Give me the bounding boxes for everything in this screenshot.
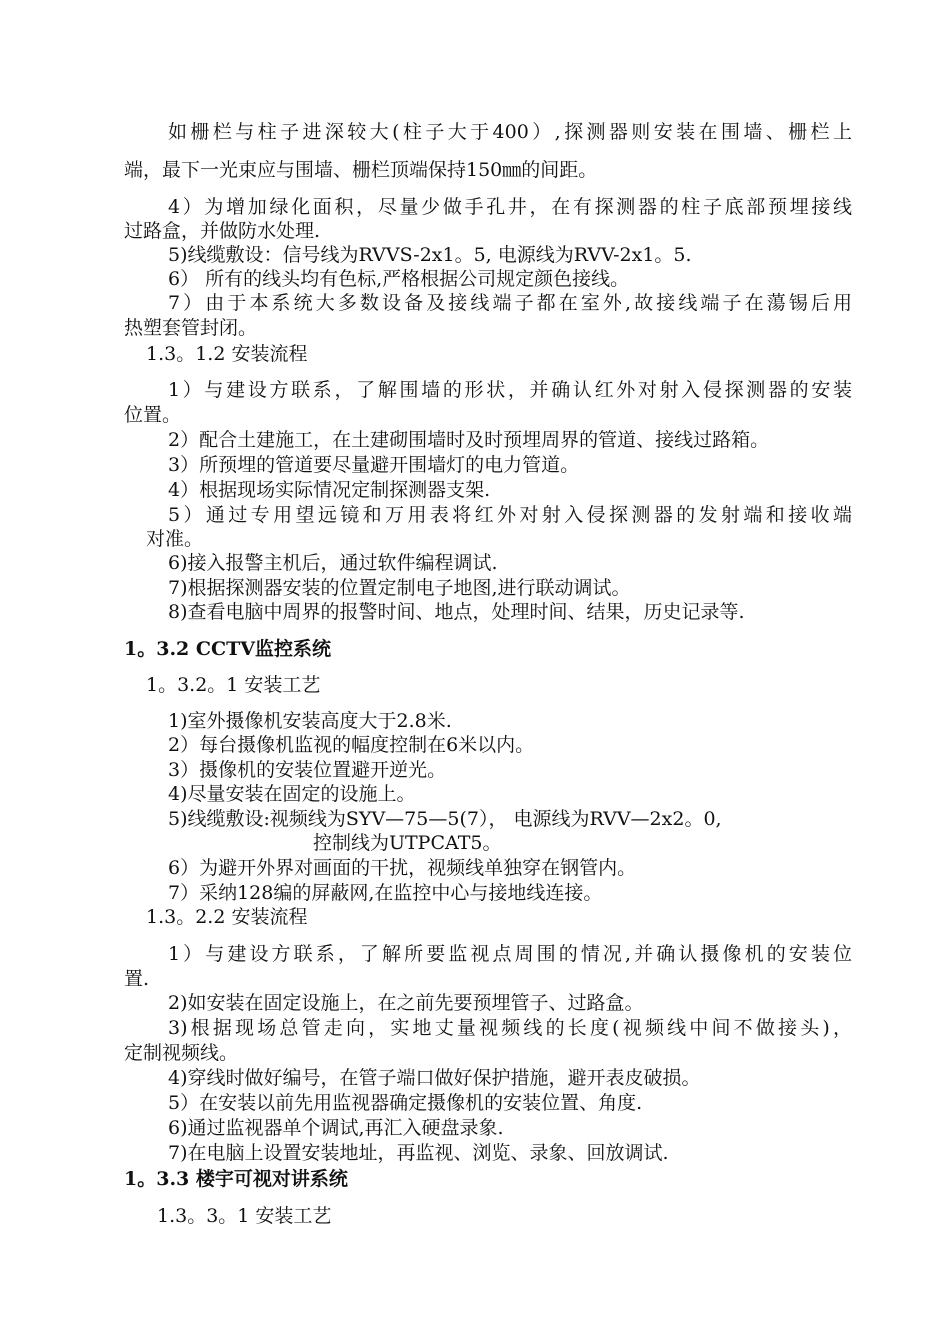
- paragraph-line: 过路盒，并做防水处理.: [124, 220, 321, 242]
- paragraph-line: 5）在安装以前先用监视器确定摄像机的安装位置、角度.: [168, 1092, 643, 1114]
- subsection-heading: 1.3。2.2 安装流程: [146, 906, 308, 928]
- paragraph-line: 4）根据现场实际情况定制探测器支架.: [168, 479, 491, 501]
- paragraph-line: 6)接入报警主机后，通过软件编程调试.: [168, 552, 498, 574]
- paragraph-line: 热塑套管封闭。: [124, 317, 258, 339]
- paragraph-line: 端，最下一光束应与围墙、栅栏顶端保持150㎜的间距。: [124, 159, 598, 181]
- section-heading: 1。3.2 CCTV监控系统: [124, 638, 332, 660]
- paragraph-line: 1）与建设方联系，了解所要监视点周围的情况,并确认摄像机的安装位: [168, 943, 852, 965]
- paragraph-line: 置.: [124, 968, 150, 990]
- paragraph-line: 控制线为UTPCAT5。: [313, 832, 502, 854]
- paragraph-line: 7)在电脑上设置安装地址，再监视、浏览、录象、回放调试.: [168, 1142, 669, 1164]
- paragraph-line: 7）采纳128编的屏蔽网,在监控中心与接地线连接。: [168, 882, 603, 904]
- paragraph-line: 2)如安装在固定设施上，在之前先要预埋管子、过路盒。: [168, 992, 644, 1014]
- paragraph-line: 如栅栏与柱子进深较大(柱子大于400）,探测器则安装在围墙、栅栏上: [168, 121, 852, 143]
- paragraph-line: 6)通过监视器单个调试,再汇入硬盘录象.: [168, 1117, 504, 1139]
- paragraph-line: 5)线缆敷设:视频线为SYV—75—5(7）， 电源线为RVV—2x2。0,: [168, 808, 722, 830]
- paragraph-line: 对准。: [146, 528, 204, 550]
- paragraph-line: 3）摄像机的安装位置避开逆光。: [168, 759, 447, 781]
- paragraph-line: 7）由于本系统大多数设备及接线端子都在室外,故接线端子在蕩锡后用: [168, 292, 852, 314]
- subsection-heading: 1.3。3。1 安装工艺: [157, 1205, 332, 1227]
- paragraph-line: 8)查看电脑中周界的报警时间、地点，处理时间、结果，历史记录等.: [168, 601, 745, 623]
- subsection-heading: 1。3.2。1 安装工艺: [146, 674, 321, 696]
- paragraph-line: 3）所预埋的管道要尽量避开围墙灯的电力管道。: [168, 454, 580, 476]
- section-heading: 1。3.3 楼宇可视对讲系统: [124, 1168, 348, 1190]
- paragraph-line: 6）为避开外界对画面的干扰，视频线单独穿在钢管内。: [168, 857, 637, 879]
- paragraph-line: 4）为增加绿化面积，尽量少做手孔井，在有探测器的柱子底部预埋接线: [168, 196, 852, 218]
- paragraph-line: 4)穿线时做好编号，在管子端口做好保护措施，避开表皮破损。: [168, 1067, 701, 1089]
- paragraph-line: 1）与建设方联系，了解围墙的形状，并确认红外对射入侵探测器的安装: [168, 379, 852, 401]
- paragraph-line: 3)根据现场总管走向，实地丈量视频线的长度(视频线中间不做接头)，: [168, 1017, 852, 1039]
- paragraph-line: 5）通过专用望远镜和万用表将红外对射入侵探测器的发射端和接收端: [168, 504, 852, 526]
- paragraph-line: 2）每台摄像机监视的幅度控制在6米以内。: [168, 734, 535, 756]
- subsection-heading: 1.3。1.2 安装流程: [146, 343, 308, 365]
- paragraph-line: 1)室外摄像机安装高度大于2.8米.: [168, 710, 452, 732]
- paragraph-line: 4)尽量安装在固定的设施上。: [168, 783, 416, 805]
- paragraph-line: 6） 所有的线头均有色标,严格根据公司规定颜色接线。: [168, 268, 630, 290]
- paragraph-line: 7)根据探测器安装的位置定制电子地图,进行联动调试。: [168, 577, 631, 599]
- paragraph-line: 定制视频线。: [124, 1042, 239, 1064]
- paragraph-line: 2）配合土建施工，在土建砌围墙时及时预埋周界的管道、接线过路箱。: [168, 429, 770, 451]
- paragraph-line: 5)线缆敷设：信号线为RVVS-2x1。5, 电源线为RVV-2x1。5.: [168, 244, 692, 266]
- paragraph-line: 位置。: [124, 404, 182, 426]
